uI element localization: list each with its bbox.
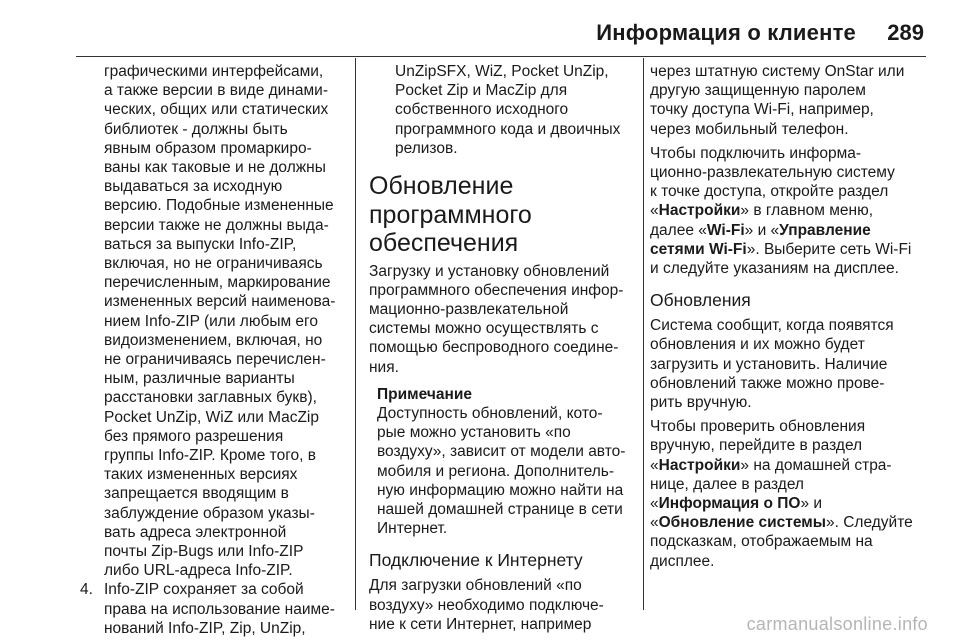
text-line: ческих, общих или статических bbox=[104, 101, 329, 119]
text-line: программного кода и двоичных bbox=[395, 120, 621, 138]
text-line: и следуйте указаниям на дисплее. bbox=[650, 260, 899, 278]
text-line: не ограничиваясь перечислен- bbox=[104, 351, 326, 369]
list-item-4 bbox=[80, 580, 352, 638]
text-line: Info-ZIP сохраняет за собой bbox=[104, 581, 304, 599]
text-line: нашей домашней странице в сети bbox=[377, 500, 623, 518]
header-divider bbox=[76, 56, 926, 57]
column-2 bbox=[369, 62, 637, 634]
text-line: ную информацию можно найти на bbox=[377, 481, 624, 499]
heading-line: программного bbox=[369, 200, 532, 229]
menu-term-system-update: Обновление системы bbox=[658, 514, 826, 532]
text-line: ным, различные варианты bbox=[104, 370, 295, 388]
text-line: включая, но не ограничиваясь bbox=[104, 255, 323, 273]
page-number: 289 bbox=[887, 20, 924, 45]
note-title: Примечание bbox=[377, 385, 472, 403]
quote-mark: « bbox=[650, 456, 659, 474]
text-line: ния. bbox=[369, 358, 399, 376]
list-item-number: 4. bbox=[80, 581, 93, 599]
text-line: ваны как таковые и не должны bbox=[104, 159, 326, 177]
text-line: Чтобы подключить информа- bbox=[650, 144, 862, 162]
quote-mark: « bbox=[650, 202, 659, 220]
text-line: версии также не должны выда- bbox=[104, 216, 329, 234]
column-divider-2 bbox=[643, 58, 644, 610]
text-line: Интернет. bbox=[377, 520, 448, 538]
text-line: программного обеспечения инфор- bbox=[369, 281, 624, 299]
text-line: без прямого разрешения bbox=[104, 427, 284, 445]
heading-line: Обновление bbox=[369, 172, 514, 201]
text-line: через штатную систему OnStar или bbox=[650, 63, 905, 80]
text-line: нием Info-ZIP (или любым его bbox=[104, 312, 318, 330]
text-line: обновления и их можно будет bbox=[650, 336, 865, 354]
text-line: обновлений также можно прове- bbox=[650, 374, 885, 392]
menu-term-software-info: Информация о ПО bbox=[658, 495, 801, 513]
text-fragment: » и bbox=[800, 495, 823, 513]
text-line: почты Zip-Bugs или Info-ZIP bbox=[104, 543, 304, 561]
license-text-continued bbox=[80, 62, 352, 580]
text-fragment: ». Следуйте bbox=[825, 514, 913, 532]
paragraph-connection bbox=[369, 576, 637, 634]
paragraph-intro bbox=[369, 262, 637, 377]
text-line: либо URL-адреса Info-ZIP. bbox=[104, 562, 293, 580]
text-line: нований Info-ZIP, Zip, UnZip, bbox=[104, 619, 306, 637]
text-line: графическими интерфейсами, bbox=[104, 63, 324, 80]
text-line: ваться за выпуски Info-ZIP, bbox=[104, 235, 297, 253]
text-line: помощью беспроводного соедине- bbox=[369, 339, 619, 357]
text-line: мобиля и региона. Дополнитель- bbox=[377, 462, 615, 480]
paragraph-connect-instructions bbox=[650, 144, 930, 278]
text-line: измененных версий наименова- bbox=[104, 293, 336, 311]
text-line: Pocket UnZip, WiZ или MacZip bbox=[104, 408, 319, 426]
text-line: Pocket Zip и MacZip для bbox=[395, 82, 568, 100]
text-line: рые можно установить «по bbox=[377, 424, 571, 442]
text-line: подсказкам, отображаемым на bbox=[650, 533, 873, 551]
menu-term-wifi: Wi-Fi bbox=[706, 221, 745, 239]
text-line: Чтобы проверить обновления bbox=[650, 418, 866, 436]
column-3 bbox=[650, 62, 930, 571]
section-heading-software-update bbox=[369, 172, 637, 258]
text-line: мационно-развлекательной bbox=[369, 300, 569, 318]
text-fragment: » и « bbox=[744, 221, 780, 239]
text-line: UnZipSFX, WiZ, Pocket UnZip, bbox=[395, 63, 609, 80]
text-line bbox=[650, 221, 930, 240]
paragraph-connection-continued bbox=[650, 62, 930, 139]
text-line: запрещается вводящим в bbox=[104, 485, 289, 503]
text-line: точку доступа Wi-Fi, например, bbox=[650, 101, 874, 119]
text-line: Доступность обновлений, кото- bbox=[377, 404, 603, 422]
text-line: версию. Подобные измененные bbox=[104, 197, 334, 215]
text-line bbox=[650, 513, 930, 532]
text-line: к точке доступа, откройте раздел bbox=[650, 183, 889, 201]
text-fragment: далее « bbox=[650, 221, 707, 239]
text-fragment: » на домашней стра- bbox=[740, 456, 892, 474]
text-line: а также версии в виде динами- bbox=[104, 82, 328, 100]
text-line: группы Info-ZIP. Кроме того, в bbox=[104, 447, 317, 465]
text-line: таких измененных версиях bbox=[104, 466, 298, 484]
text-line: дисплее. bbox=[650, 552, 715, 570]
note-box bbox=[369, 385, 637, 539]
menu-term-manage: Управление bbox=[779, 221, 871, 239]
quote-mark: « bbox=[650, 495, 659, 513]
text-line: перечисленным, маркирование bbox=[104, 274, 331, 292]
text-line: загрузить и установить. Наличие bbox=[650, 355, 888, 373]
page-header bbox=[0, 0, 960, 52]
text-line: заблуждение образом указы- bbox=[104, 504, 315, 522]
text-line: Для загрузки обновлений «по bbox=[369, 577, 582, 595]
text-line bbox=[650, 240, 930, 259]
paragraph-manual-check bbox=[650, 417, 930, 571]
menu-term-settings: Настройки bbox=[658, 456, 741, 474]
subheading-internet-connection: Подключение к Интернету bbox=[369, 550, 583, 571]
paragraph-updates bbox=[650, 316, 930, 412]
text-line: вручную, перейдите в раздел bbox=[650, 437, 863, 455]
text-line: библиотек - должны быть bbox=[104, 120, 288, 138]
text-line bbox=[650, 494, 930, 513]
text-line: Загрузку и установку обновлений bbox=[369, 262, 610, 280]
text-line: выдаваться за исходную bbox=[104, 178, 283, 196]
text-line: воздуху» необходимо подключе- bbox=[369, 596, 604, 614]
text-line: рить вручную. bbox=[650, 394, 752, 412]
text-fragment: ». Выберите сеть Wi-Fi bbox=[746, 240, 912, 258]
text-line bbox=[650, 456, 930, 475]
text-line: релизов. bbox=[395, 139, 458, 157]
column-1 bbox=[80, 62, 352, 638]
menu-term-settings: Настройки bbox=[658, 202, 741, 220]
heading-line: обеспечения bbox=[369, 229, 519, 258]
text-fragment: » в главном меню, bbox=[740, 202, 873, 220]
section-title: Информация о клиенте bbox=[596, 20, 856, 45]
text-line: другую защищенную паролем bbox=[650, 82, 866, 100]
text-line: явным образом промаркиро- bbox=[104, 139, 312, 157]
text-line: расстановки заглавных букв), bbox=[104, 389, 317, 407]
text-line: через мобильный телефон. bbox=[650, 120, 849, 138]
column-divider-1 bbox=[355, 58, 356, 610]
text-line: ние к сети Интернет, например bbox=[369, 615, 592, 633]
text-line: собственного исходного bbox=[395, 101, 569, 119]
text-line: вать адреса электронной bbox=[104, 523, 287, 541]
text-line: ционно-развлекательную систему bbox=[650, 164, 895, 182]
text-line: воздуху», зависит от модели авто- bbox=[377, 443, 626, 461]
watermark: carmanualsonline.info bbox=[746, 614, 928, 634]
subheading-updates: Обновления bbox=[650, 290, 751, 311]
text-line: Система сообщит, когда появятся bbox=[650, 317, 894, 335]
license-text-end bbox=[369, 62, 637, 158]
menu-term-wifi-networks: сетями Wi-Fi bbox=[650, 240, 747, 258]
text-line: права на использование наиме- bbox=[104, 600, 335, 618]
text-line: системы можно осуществлять с bbox=[369, 320, 599, 338]
quote-mark: « bbox=[650, 514, 659, 532]
text-line: видоизменением, включая, но bbox=[104, 331, 323, 349]
text-line bbox=[650, 201, 930, 220]
text-line: нице, далее в раздел bbox=[650, 475, 804, 493]
